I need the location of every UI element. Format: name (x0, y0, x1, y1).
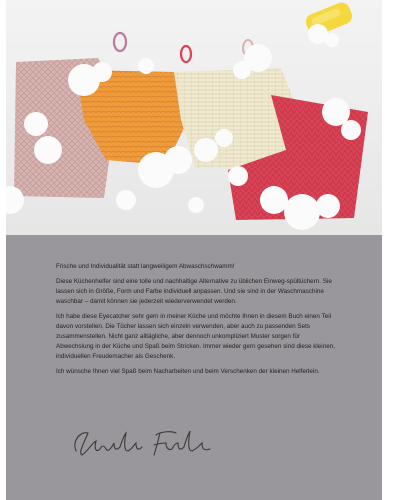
page-margin (382, 0, 412, 500)
purple-loop (114, 33, 126, 51)
intro-text-panel (6, 235, 382, 500)
author-signature (68, 421, 228, 465)
intro-text (56, 262, 338, 382)
paragraph-wishes: Ich wünsche Ihnen viel Spaß beim Nacharbeiten und beim Verschenken der kleinen Helferlein. (56, 368, 320, 375)
red-loop (181, 46, 191, 62)
cream-dishcloth (174, 68, 294, 168)
paragraph-personal: Ich habe diese Eyecatcher sehr gern in meiner Küche und möchte Ihnen in diesem Buch einen Teil davon vorstellen. Die Tücher lassen sich einzeln verwenden, aber auch zu passenden Sets zusammenstellen. Nicht ganz alltägliche, aber dennoch unkompliziert Muster sorgen für Abwechslung in der Küche und Spaß beim Stricken. Immer wieder gern gesehen sind diese kleinen, individuellen Freudemacher als Geschenk. (56, 313, 335, 360)
paragraph-description: Diese Küchenhelfer sind eine tolle und nachhaltige Alternative zu üblichen Einweg-spültüchern. Sie lassen sich in Größe, Form und Farbe individuell anpassen. Und sie sind in der Waschmaschine waschbar – damit können sie jederzeit wiederverwendet werden. (56, 278, 332, 305)
dishcloth-photo (6, 0, 382, 235)
paragraph-headline: Frische und Individualität statt langweiligem Abwaschschwamm! (56, 263, 235, 270)
photo-illustration (6, 0, 382, 235)
